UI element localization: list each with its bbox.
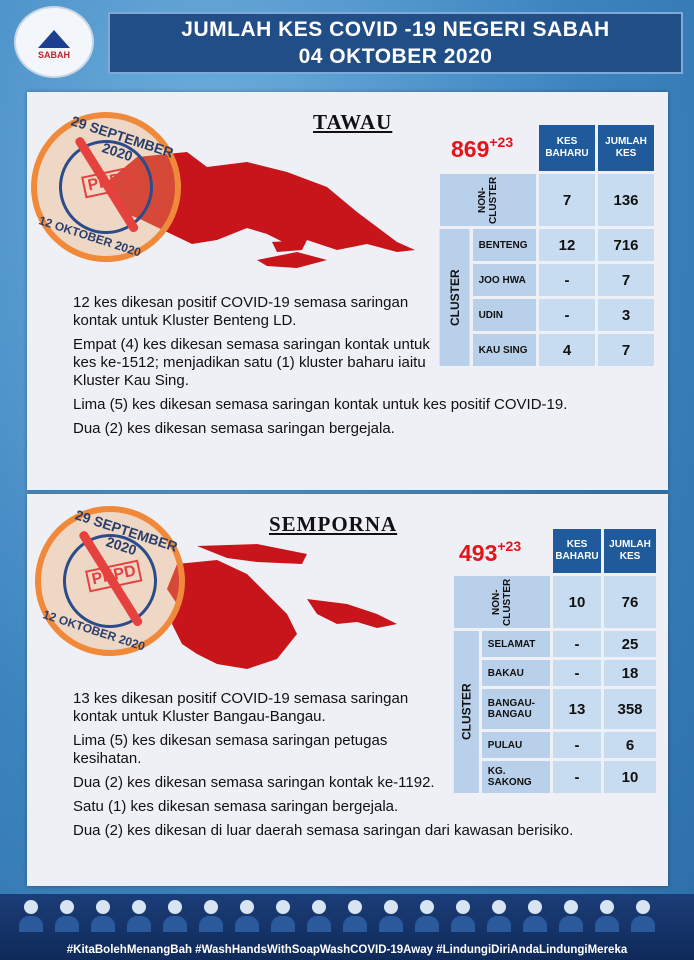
person-icon — [304, 900, 334, 934]
cluster-total: 3 — [598, 299, 654, 331]
new-cases-value: +23 — [497, 538, 522, 554]
table-row — [440, 264, 654, 296]
column-header-new: KES BAHARU — [539, 125, 595, 171]
note-item: Dua (2) kes dikesan di luar daerah semasa saringan dari kawasan berisiko. — [73, 822, 574, 839]
note-item: 13 kes dikesan positif COVID-19 semasa saringan kontak untuk Kluster Bangau-Bangau. — [73, 690, 409, 725]
mountain-icon — [38, 30, 70, 48]
note-item: Empat (4) kes dikesan semasa saringan kontak untuk kes ke-1512; menjadikan satu (1) kluster baharu iaitu Kluster Kau Sing. — [73, 336, 430, 389]
table-row — [454, 660, 656, 686]
stamp-top-text: 29 SEPTEMBER 2020 — [69, 112, 176, 165]
cluster-total: 7 — [598, 264, 654, 296]
person-icon — [520, 900, 550, 934]
note-item: 12 kes dikesan positif COVID-19 semasa saringan kontak untuk Kluster Benteng LD. — [73, 294, 409, 329]
person-icon — [376, 900, 406, 934]
cluster-total: 358 — [604, 689, 656, 729]
cluster-name: KAU SING — [473, 334, 536, 366]
column-header-total: JUMLAH KES — [604, 529, 656, 573]
semporna-panel — [27, 494, 668, 886]
cluster-new: - — [553, 660, 601, 686]
note-item: Lima (5) kes dikesan semasa saringan kontak untuk kes positif COVID-19. — [73, 396, 568, 413]
person-icon — [52, 900, 82, 934]
table-row — [440, 334, 654, 366]
cluster-name: UDIN — [473, 299, 536, 331]
note-item: Satu (1) kes dikesan semasa saringan bergejala. — [73, 798, 399, 815]
district-title: TAWAU — [313, 110, 393, 134]
non-cluster-new: 10 — [553, 576, 601, 628]
person-icon — [484, 900, 514, 934]
stamp-center-text: PKPD — [81, 166, 139, 199]
cluster-total: 716 — [598, 229, 654, 261]
table-row — [440, 229, 654, 261]
person-icon — [124, 900, 154, 934]
non-cluster-label: NON-CLUSTER — [440, 174, 536, 226]
table-row — [440, 299, 654, 331]
person-icon — [268, 900, 298, 934]
person-icon — [160, 900, 190, 934]
person-icon — [232, 900, 262, 934]
cluster-name: PULAU — [482, 732, 550, 758]
stamp-center-text: PKPD — [85, 560, 143, 593]
stamp-bottom-text: 12 OKTOBER 2020 — [41, 607, 147, 654]
frontliner-figures — [16, 900, 658, 934]
note-item: Lima (5) kes dikesan semasa saringan petugas kesihatan. — [73, 732, 388, 767]
logo-text: SABAH — [37, 50, 70, 60]
cluster-total: 18 — [604, 660, 656, 686]
person-icon — [16, 900, 46, 934]
cluster-name: BENTENG — [473, 229, 536, 261]
cluster-name: KG. SAKONG — [482, 761, 550, 793]
person-icon — [412, 900, 442, 934]
cluster-total: 25 — [604, 631, 656, 657]
stamp-top-text: 29 SEPTEMBER 2020 — [73, 506, 180, 559]
semporna-map — [157, 534, 437, 684]
new-cases-value: +23 — [489, 134, 514, 150]
non-cluster-new: 7 — [539, 174, 595, 226]
cluster-total: 10 — [604, 761, 656, 793]
total-value: 493 — [459, 540, 498, 566]
cluster-new: 12 — [539, 229, 595, 261]
page-date: 04 OKTOBER 2020 — [298, 45, 493, 68]
hashtags: #KitaBolehMenangBah #WashHandsWithSoapWashCOVID-19Away #LindungiDiriAndaLindungiMereka — [66, 944, 628, 956]
cases-table — [451, 526, 659, 796]
footer-banner — [0, 894, 694, 960]
cluster-total: 6 — [604, 732, 656, 758]
column-header-total: JUMLAH KES — [598, 125, 654, 171]
table-row — [454, 761, 656, 793]
table-row — [454, 732, 656, 758]
sabah-logo — [14, 6, 94, 78]
cluster-new: 4 — [539, 334, 595, 366]
cluster-new: - — [539, 264, 595, 296]
district-title: SEMPORNA — [269, 512, 398, 536]
cluster-new: - — [553, 761, 601, 793]
cluster-new: 13 — [553, 689, 601, 729]
tawau-panel — [27, 92, 668, 490]
person-icon — [592, 900, 622, 934]
person-icon — [196, 900, 226, 934]
person-icon — [556, 900, 586, 934]
column-header-new: KES BAHARU — [553, 529, 601, 573]
person-icon — [628, 900, 658, 934]
cluster-name: SELAMAT — [482, 631, 550, 657]
cluster-label: CLUSTER — [454, 631, 479, 793]
non-cluster-label: NON-CLUSTER — [454, 576, 550, 628]
cluster-name: BANGAU-BANGAU — [482, 689, 550, 729]
table-row — [454, 689, 656, 729]
page-header — [108, 12, 683, 74]
table-row — [454, 631, 656, 657]
note-item: Dua (2) kes dikesan semasa saringan bergejala. — [73, 420, 395, 437]
cluster-new: - — [553, 631, 601, 657]
stamp-bottom-text: 12 OKTOBER 2020 — [37, 213, 143, 260]
cluster-new: - — [539, 299, 595, 331]
cluster-total: 7 — [598, 334, 654, 366]
person-icon — [448, 900, 478, 934]
person-icon — [88, 900, 118, 934]
non-cluster-total: 76 — [604, 576, 656, 628]
non-cluster-total: 136 — [598, 174, 654, 226]
cluster-new: - — [553, 732, 601, 758]
cluster-name: JOO HWA — [473, 264, 536, 296]
cases-table — [437, 122, 657, 369]
note-item: Dua (2) kes dikesan semasa saringan kontak ke-1192. — [73, 774, 435, 791]
cluster-label: CLUSTER — [440, 229, 470, 366]
person-icon — [340, 900, 370, 934]
total-value: 869 — [451, 136, 490, 162]
cluster-name: BAKAU — [482, 660, 550, 686]
page-title: JUMLAH KES COVID -19 NEGERI SABAH — [181, 18, 610, 41]
